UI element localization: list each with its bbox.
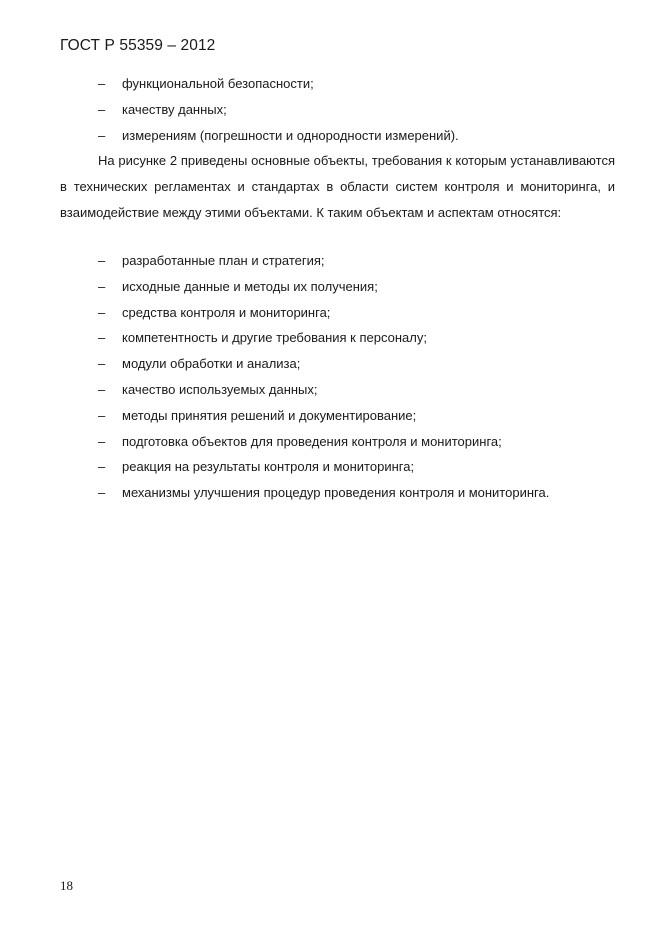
list-dash: – (98, 278, 106, 294)
list-dash: – (98, 304, 106, 320)
list-dash: – (98, 485, 106, 501)
standard-code-header: ГОСТ Р 55359 – 2012 (60, 37, 216, 54)
list-item-text: механизмы улучшения процедур проведения контроля и мониторинга. (122, 485, 550, 501)
list-dash: – (98, 381, 106, 397)
list-dash: – (98, 330, 106, 346)
list-item-text: качество используемых данных; (122, 381, 318, 397)
list-dash: – (98, 101, 106, 117)
page-number: 18 (60, 878, 73, 893)
list-item-text: компетентность и другие требования к персоналу; (122, 330, 427, 346)
list-dash: – (98, 356, 106, 372)
body-paragraph: На рисунке 2 приведены основные объекты, требования к которым устанавливаются в технических регламентах и стандартах в области систем контроля и мониторинга, и взаимодействие между этими объектами. К таким объектам и аспектам относятся: (60, 153, 615, 220)
list-dash: – (98, 76, 106, 91)
list-dash: – (98, 407, 106, 423)
list-item-text: разработанные план и стратегия; (122, 253, 325, 268)
list-item-text: функциональной безопасности; (122, 76, 314, 91)
list-item-text: подготовка объектов для проведения контроля и мониторинга; (122, 433, 502, 449)
list-dash: – (98, 433, 106, 449)
list-item-text: качеству данных; (122, 101, 227, 117)
list-dash: – (98, 253, 106, 268)
list-item-text: модули обработки и анализа; (122, 356, 301, 372)
list-item-text: реакция на результаты контроля и мониторинга; (122, 459, 415, 475)
list-item-text: средства контроля и мониторинга; (122, 304, 331, 320)
list-item-text: методы принятия решений и документирование; (122, 407, 417, 423)
list-dash: – (98, 459, 106, 475)
list-item-text: измерениям (погрешности и однородности измерений). (122, 127, 459, 143)
list-item-text: исходные данные и методы их получения; (122, 278, 378, 294)
list-dash: – (98, 127, 106, 143)
